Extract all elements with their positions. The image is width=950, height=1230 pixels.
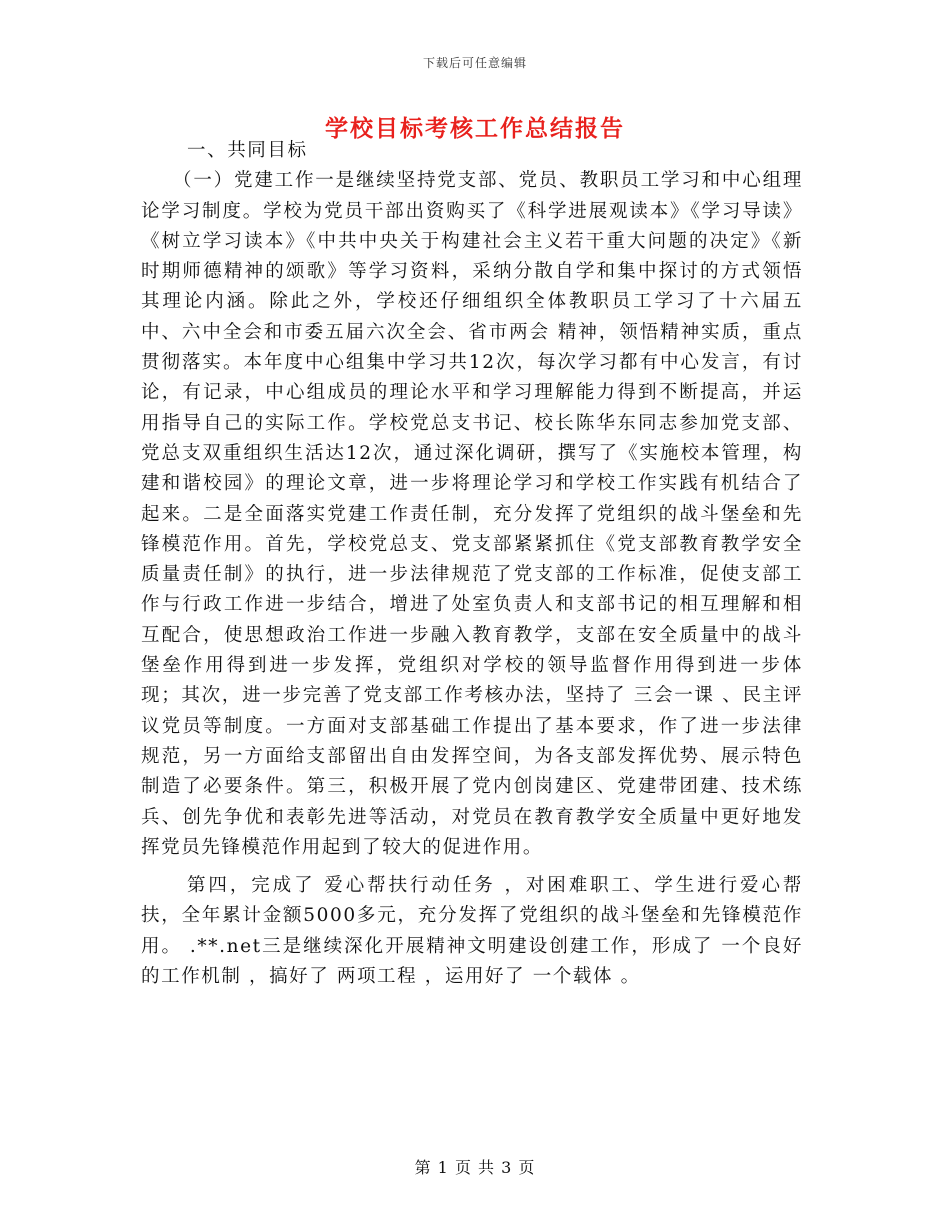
document-body [141,136,803,992]
section-heading: 一、共同目标 [187,140,308,161]
document-title: 学校目标考核工作总结报告 [325,115,625,142]
body-paragraph-1: （一）党建工作一是继续坚持党支部、党员、教职员工学习和中心组理论学习制度。学校为党员干部出资购买了《科学进展观读本》《学习导读》《树立学习读本》《中共中央关于构建社会主义若干重大问题的决定》《新时期师德精神的颂歌》等学习资料，采纳分散自学和集中探讨的方式领悟其理论内涵。除此之外，学校还仔细组织全体教职员工学习了十六届五中、六中全会和市委五届六次全会、省市两会 精神，领悟精神实质，重点贯彻落实。本年度中心组集中学习共12次，每次学习都有中心发言，有讨论，有记录，中心组成员的理论水平和学习理解能力得到不断提高，并运用指导自己的实际工作。学校党总支书记、校长陈华东同志参加党支部、党总支双重组织生活达12次，通过深化调研，撰写了《实施校本管理，构建和谐校园》的理论文章，进一步将理论学习和学校工作实践有机结合了起来。二是全面落实党建工作责任制，充分发挥了党组织的战斗堡垒和先锋模范作用。首先，学校党总支、党支部紧紧抓住《党支部教育教学安全质量责任制》的执行，进一步法律规范了党支部的工作标准，促使支部工作与行政工作进一步结合，增进了处室负责人和支部书记的相互理解和相互配合，使思想政治工作进一步融入教育教学，支部在安全质量中的战斗堡垒作用得到进一步发挥，党组织对学校的领导监督作用得到进一步体现；其次，进一步完善了党支部工作考核办法，坚持了 三会一课 、民主评议党员等制度。一方面对支部基础工作提出了基本要求，作了进一步法律规范，另一方面给支部留出自由发挥空间，为各支部发挥优势、展示特色制造了必要条件。第三，积极开展了党内创岗建区、党建带团建、技术练兵、创先争优和表彰先进等活动，对党员在教育教学安全质量中更好地发挥党员先锋模范作用起到了较大的促进作用。 [141,170,803,858]
body-paragraph-2: 第四，完成了 爱心帮扶行动任务 ，对困难职工、学生进行爱心帮扶，全年累计金额5000多元，充分发挥了党组织的战斗堡垒和先锋模范作用。 .**.net三是继续深化开展精神文明建设创建工作，形成了 一个良好的工作机制 ，搞好了 两项工程 ，运用好了 一个载体 。 [141,875,803,988]
page-number: 第 1 页 共 3 页 [414,1158,536,1177]
header-note: 下载后可任意编辑 [422,56,527,70]
